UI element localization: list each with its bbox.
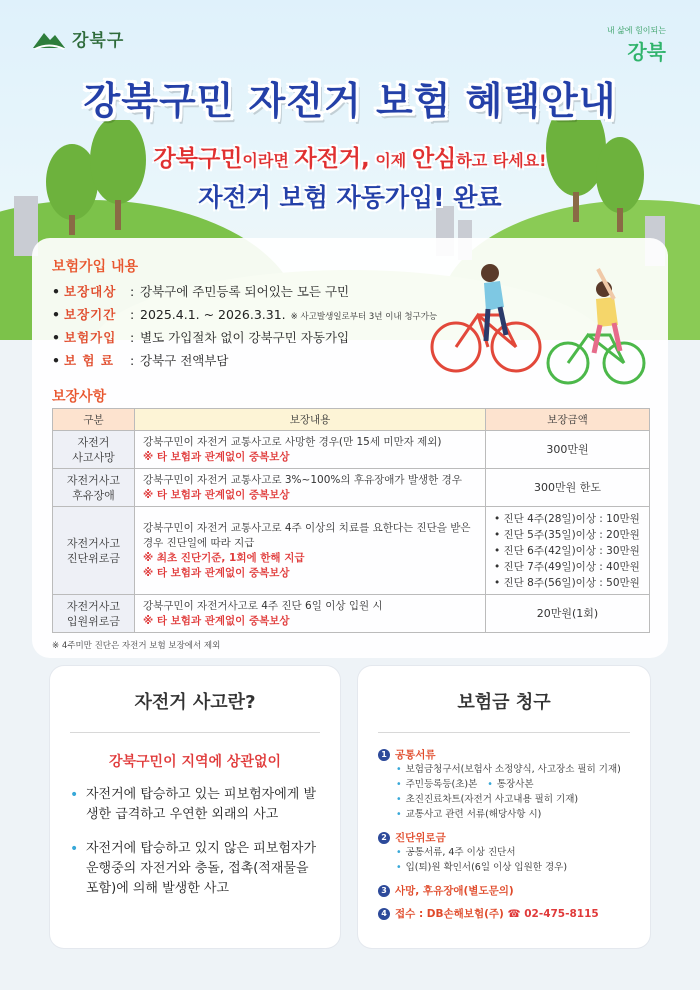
enroll-item: • 보장기간 : 2025.4.1. ~ 2026.3.31. ※ 사고발생일로부터 3년 이내 청구가능 [52, 307, 438, 322]
table-header-row [53, 409, 650, 431]
page-title: 강북구민 자전거 보험 혜택안내 [83, 79, 617, 123]
mountain-logo-icon [32, 28, 66, 50]
coverage-table [52, 408, 650, 633]
row-content: 강북구민이 자전거 교통사고로 3%~100%의 후유장애가 발생한 경우 ※ 타 보험과 관계없이 중복보상 [135, 469, 486, 507]
claim-doc: • 공통서류, 4주 이상 진단서 [396, 847, 516, 858]
row-category: 자전거사고 입원위로금 [53, 595, 135, 633]
claim-box-title: 보험금 청구 [457, 692, 551, 713]
slogan-big: 강북 [627, 40, 666, 64]
row-category: 자전거사고 후유장애 [53, 469, 135, 507]
divider [70, 732, 320, 733]
accident-bullet: • 자전거에 탑승하고 있지 않은 피보험자가 운행중의 자전거와 충돌, 접촉(적재물을 포함)에 의해 발생한 사고 [70, 841, 317, 896]
logo-text: 강북구 [72, 31, 125, 51]
col-amount: 보장금액 [486, 409, 650, 431]
divider [378, 732, 630, 733]
row-content: 강북구민이 자전거 교통사고로 4주 이상의 치료를 요한다는 진단을 받은 경우 진단일에 따라 지급 ※ 최초 진단기준, 1회에 한해 지급 ※ 타 보험과 관계없이 중복보상 [135, 507, 486, 595]
claim-doc: • 주민등록등(초)본 • 통장사본 [396, 779, 534, 790]
enroll-key: 보장대상 [64, 284, 117, 299]
enroll-key: 보장기간 [64, 307, 117, 322]
enroll-heading: 보험가입 내용 [52, 259, 139, 275]
coverage-heading: 보장사항 [52, 389, 107, 405]
subtitle-bike: 자전거, [294, 146, 370, 172]
row-amount: 20만원(1회) [486, 595, 650, 633]
enroll-item: • 보 험 료 : 강북구 전액부담 [52, 353, 229, 368]
row-category: 자전거 사고사망 [53, 431, 135, 469]
enroll-value: 강북구에 주민등록 되어있는 모든 구민 [140, 284, 350, 299]
claim-doc: • 초진진료차트(자전거 사고내용 필히 기재) [396, 794, 579, 805]
subtitle-resident: 강북구민 [153, 146, 243, 172]
enroll-value: 2025.4.1. ~ 2026.3.31. [140, 307, 286, 322]
claim-section: 1 공통서류 [378, 747, 650, 762]
row-amount: 300만원 [486, 431, 650, 469]
accident-box-title: 자전거 사고란? [134, 692, 256, 713]
phone-number[interactable]: ☎ 02-475-8115 [507, 907, 599, 920]
enroll-key: 보 험 료 [64, 353, 114, 368]
subtitle-safe: 안심 [411, 146, 457, 172]
table-row [53, 595, 650, 633]
accident-definition-box [50, 666, 340, 948]
subtitle-text: 하고 타세요! [456, 151, 547, 170]
enroll-value: 강북구 전액부담 [140, 353, 229, 368]
claim-doc: • 보험금청구서(보험사 소정양식, 사고장소 필히 기재) [396, 764, 621, 775]
enroll-value: 별도 가입절차 없이 강북구민 자동가입 [140, 330, 350, 345]
enroll-item: • 보장대상 : 강북구에 주민등록 되어있는 모든 구민 [52, 284, 350, 299]
claim-section: 2 진단위로금 [378, 830, 650, 845]
gangbuk-logo [32, 26, 124, 51]
row-amount: 300만원 한도 [486, 469, 650, 507]
subtitle-2: 자전거 보험 자동가입! 완료 [198, 183, 502, 212]
table-footnote: ※ 4주미만 진단은 자전거 보험 보장에서 제외 [52, 641, 221, 651]
enroll-list [52, 282, 442, 374]
claim-doc: • 교통사고 관련 서류(해당사항 시) [396, 809, 542, 820]
subtitle-text: 이라면 [242, 151, 295, 170]
claim-section: 4 접수 : DB손해보험(주) ☎ 02-475-8115 [378, 906, 650, 921]
accident-highlight: 강북구민이 지역에 상관없이 [108, 754, 282, 770]
claim-box [358, 666, 650, 948]
table-row [53, 507, 650, 595]
enroll-note: ※ 사고발생일로부터 3년 이내 청구가능 [290, 312, 438, 322]
cyclists-illustration [428, 255, 658, 385]
claim-section: 3 사망, 후유장애(별도문의) [378, 883, 650, 898]
table-row [53, 469, 650, 507]
table-row [53, 431, 650, 469]
row-category: 자전거사고 진단위로금 [53, 507, 135, 595]
claim-doc: • 입(퇴)원 확인서(6일 이상 입원한 경우) [396, 862, 568, 873]
claim-details [378, 747, 650, 921]
accident-bullet: • 자전거에 탑승하고 있는 피보험자에게 발생한 급격하고 우연한 외래의 사고 [70, 787, 317, 822]
col-content: 보장내용 [135, 409, 486, 431]
subtitle-1 [0, 140, 700, 173]
row-amount-list: • 진단 4주(28일)이상 : 10만원 • 진단 5주(35일)이상 : 20만원 • 진단 6주(42일)이상 : 30만원 • 진단 7주(49일)이상 : 40만원 • 진단 8주(56일)이상 : 50만원 [486, 507, 650, 595]
row-content: 강북구민이 자전거사고로 4주 진단 6일 이상 입원 시 ※ 타 보험과 관계없이 중복보상 [135, 595, 486, 633]
col-category: 구분 [53, 409, 135, 431]
slogan-small: 내 삶에 힘이되는 [606, 26, 666, 35]
row-content: 강북구민이 자전거 교통사고로 사망한 경우(만 15세 미만자 제외) ※ 타 보험과 관계없이 중복보상 [135, 431, 486, 469]
slogan-logo [607, 26, 666, 65]
enroll-item: • 보험가입 : 별도 가입절차 없이 강북구민 자동가입 [52, 330, 350, 345]
subtitle-text: 이제 [369, 151, 412, 170]
enroll-key: 보험가입 [64, 330, 117, 345]
